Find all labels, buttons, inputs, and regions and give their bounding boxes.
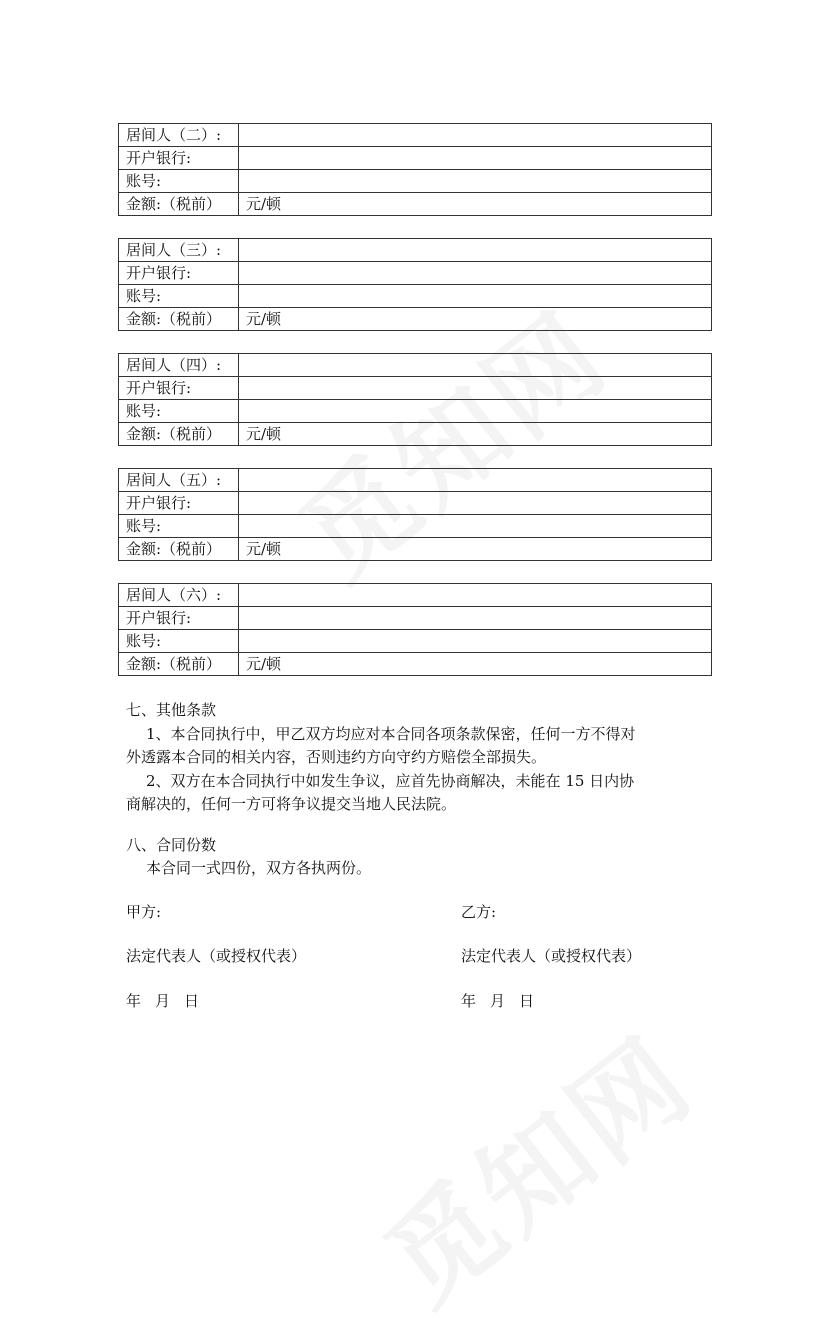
table-row	[119, 262, 712, 285]
payee-name-value	[239, 124, 712, 147]
date-month: 月	[155, 992, 171, 1010]
table-row	[119, 653, 712, 676]
table-row	[119, 630, 712, 653]
table-row	[119, 308, 712, 331]
bank-value	[239, 147, 712, 170]
table-row	[119, 607, 712, 630]
table-row	[119, 170, 712, 193]
date-year: 年	[461, 992, 477, 1010]
amount-unit: 元/顿	[239, 653, 712, 676]
date-month: 月	[490, 992, 506, 1010]
table-row	[119, 124, 712, 147]
table-row	[119, 584, 712, 607]
bank-label: 开户银行:	[119, 147, 239, 170]
table-row	[119, 354, 712, 377]
amount-unit: 元/顿	[239, 538, 712, 561]
amount-label: 金额:（税前）	[119, 538, 239, 561]
payee-name-value	[239, 239, 712, 262]
account-label: 账号:	[119, 630, 239, 653]
party-b-label: 乙方:	[461, 903, 497, 921]
date-day: 日	[519, 992, 535, 1010]
bank-value	[239, 377, 712, 400]
bank-label: 开户银行:	[119, 492, 239, 515]
bank-value	[239, 262, 712, 285]
account-value	[239, 285, 712, 308]
payee-name-label: 居间人（二）:	[119, 124, 239, 147]
amount-label: 金额:（税前）	[119, 193, 239, 216]
table-row	[119, 515, 712, 538]
table-row	[119, 538, 712, 561]
payee-name-value	[239, 354, 712, 377]
clause-2-line-2: 商解决的，任何一方可将争议提交当地人民法院。	[126, 795, 457, 813]
account-value	[239, 400, 712, 423]
date-year: 年	[126, 992, 142, 1010]
payee-table-2	[118, 123, 712, 216]
party-a-representative: 法定代表人（或授权代表）	[126, 947, 307, 965]
clause-1-line-2: 外透露本合同的相关内容，否则违约方向守约方赔偿全部损失。	[126, 748, 547, 766]
bank-label: 开户银行:	[119, 262, 239, 285]
table-row	[119, 285, 712, 308]
bank-label: 开户银行:	[119, 607, 239, 630]
payee-name-label: 居间人（三）:	[119, 239, 239, 262]
party-a-label: 甲方:	[126, 903, 162, 921]
watermark	[348, 995, 720, 1333]
payee-table-5	[118, 468, 712, 561]
table-row	[119, 147, 712, 170]
party-a-date	[126, 990, 199, 1011]
date-day: 日	[184, 992, 200, 1010]
amount-label: 金额:（税前）	[119, 308, 239, 331]
party-b-date	[461, 990, 534, 1011]
payee-name-label: 居间人（六）:	[119, 584, 239, 607]
table-row	[119, 400, 712, 423]
party-b-representative: 法定代表人（或授权代表）	[461, 947, 642, 965]
amount-unit: 元/顿	[239, 308, 712, 331]
amount-unit: 元/顿	[239, 423, 712, 446]
section-8-body: 本合同一式四份，双方各执两份。	[146, 859, 372, 877]
amount-label: 金额:（税前）	[119, 653, 239, 676]
payee-table-4	[118, 353, 712, 446]
bank-value	[239, 607, 712, 630]
account-label: 账号:	[119, 400, 239, 423]
payee-name-value	[239, 469, 712, 492]
clause-2-line-1: 2、双方在本合同执行中如发生争议，应首先协商解决，未能在 15 日内协	[146, 772, 635, 790]
payee-name-label: 居间人（四）:	[119, 354, 239, 377]
account-label: 账号:	[119, 285, 239, 308]
bank-value	[239, 492, 712, 515]
payee-name-label: 居间人（五）:	[119, 469, 239, 492]
table-row	[119, 239, 712, 262]
amount-label: 金额:（税前）	[119, 423, 239, 446]
payee-table-3	[118, 238, 712, 331]
table-row	[119, 423, 712, 446]
table-row	[119, 377, 712, 400]
amount-unit: 元/顿	[239, 193, 712, 216]
table-row	[119, 469, 712, 492]
account-label: 账号:	[119, 515, 239, 538]
payee-name-value	[239, 584, 712, 607]
section-8-heading: 八、合同份数	[126, 836, 217, 854]
bank-label: 开户银行:	[119, 377, 239, 400]
payee-table-6	[118, 583, 712, 676]
clause-1-line-1: 1、本合同执行中，甲乙双方均应对本合同各项条款保密，任何一方不得对	[146, 725, 636, 743]
account-label: 账号:	[119, 170, 239, 193]
account-value	[239, 515, 712, 538]
table-row	[119, 193, 712, 216]
table-row	[119, 492, 712, 515]
section-7-heading: 七、其他条款	[126, 701, 217, 719]
account-value	[239, 170, 712, 193]
account-value	[239, 630, 712, 653]
